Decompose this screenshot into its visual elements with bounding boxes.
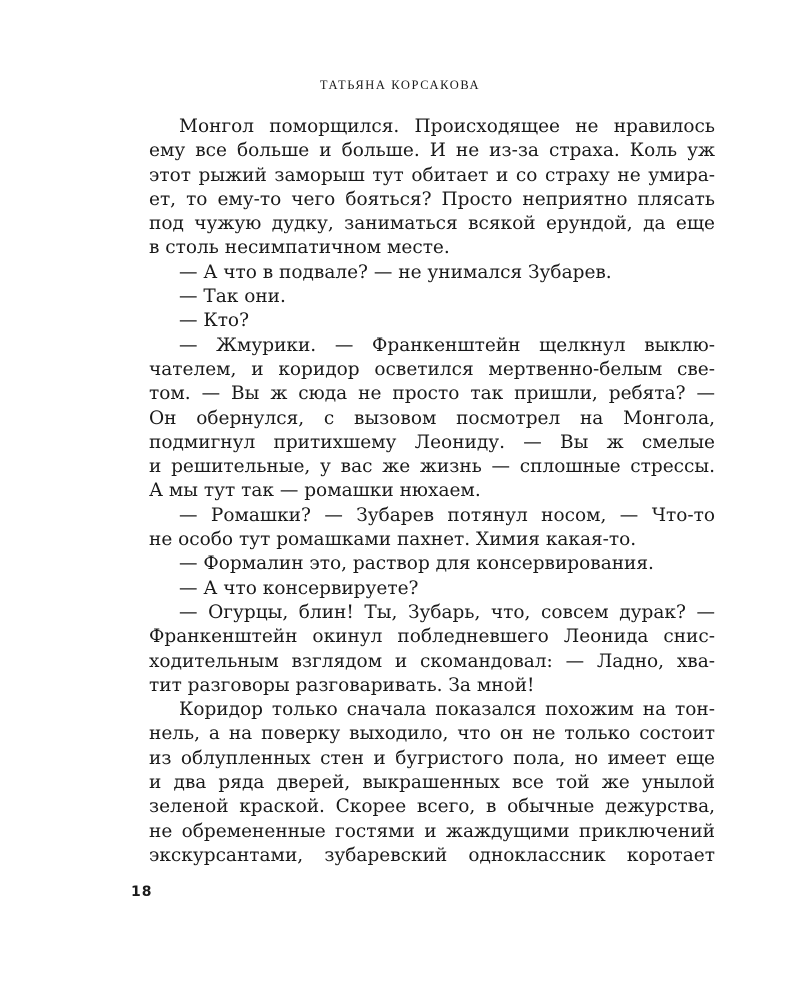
running-head-author: ТАТЬЯНА КОРСАКОВА: [319, 78, 481, 92]
text-line: в столь несимпатичном месте.: [149, 237, 450, 259]
text-line: — А что в подвале? — не унимался Зубарев.: [179, 261, 612, 283]
text-line: не особо тут ромашками пахнет. Химия какая-то.: [149, 529, 637, 551]
text-line: подмигнул притихшему Леониду. — Вы ж смелые: [149, 431, 715, 453]
text-line: экскурсантами, зубаревский одноклассник коротает: [149, 844, 715, 866]
text-line: тит разговоры разговаривать. За мной!: [149, 674, 535, 696]
text-line: Он обернулся, с вызовом посмотрел на Монгола,: [149, 407, 715, 429]
text-line: нель, а на поверку выходило, что он не только состоит: [149, 723, 715, 745]
text-line: А мы тут так — ромашки нюхаем.: [149, 480, 481, 502]
text-line: и два ряда дверей, выкрашенных все той же унылой: [149, 772, 715, 794]
text-line: Франкенштейн окинул побледневшего Леонида снис-: [149, 626, 715, 648]
text-line: зеленой краской. Скорее всего, в обычные дежурства,: [149, 796, 715, 818]
text-line: этот рыжий заморыш тут обитает и со страху не умира-: [149, 164, 715, 186]
text-line: из облупленных стен и бугристого пола, но имеет еще: [149, 747, 715, 769]
text-line: — Так они.: [179, 286, 286, 308]
text-line: ходительным взглядом и скомандовал: — Ладно, хва-: [149, 650, 715, 672]
page-number: 18: [131, 884, 153, 900]
text-line: Монгол поморщился. Происходящее не нравилось: [179, 116, 715, 137]
text-line: под чужую дудку, заниматься всякой ерундой, да еще: [149, 213, 715, 235]
text-line: — Кто?: [179, 310, 249, 332]
body-text: [149, 115, 715, 868]
text-line: ет, то ему-то чего бояться? Просто неприятно плясать: [149, 188, 715, 210]
text-line: — А что консервируете?: [179, 577, 419, 599]
text-line: том. — Вы ж сюда не просто так пришли, ребята? —: [149, 383, 715, 405]
text-line: — Жмурики. — Франкенштейн щелкнул выклю-: [179, 334, 715, 356]
text-line: — Ромашки? — Зубарев потянул носом, — Что-то: [179, 504, 715, 526]
text-line: не обремененные гостями и жаждущими приключений: [149, 820, 715, 842]
text-line: и решительные, у вас же жизнь — сплошные стрессы.: [149, 456, 715, 478]
text-line: — Формалин это, раствор для консервирования.: [179, 553, 654, 575]
text-line: — Огурцы, блин! Ты, Зубарь, что, совсем дурак? —: [179, 601, 715, 623]
text-line: Коридор только сначала показался похожим на тон-: [179, 699, 715, 721]
text-line: чателем, и коридор осветился мертвенно-белым све-: [149, 358, 715, 380]
text-line: ему все больше и больше. И не из-за страха. Коль уж: [149, 140, 715, 162]
